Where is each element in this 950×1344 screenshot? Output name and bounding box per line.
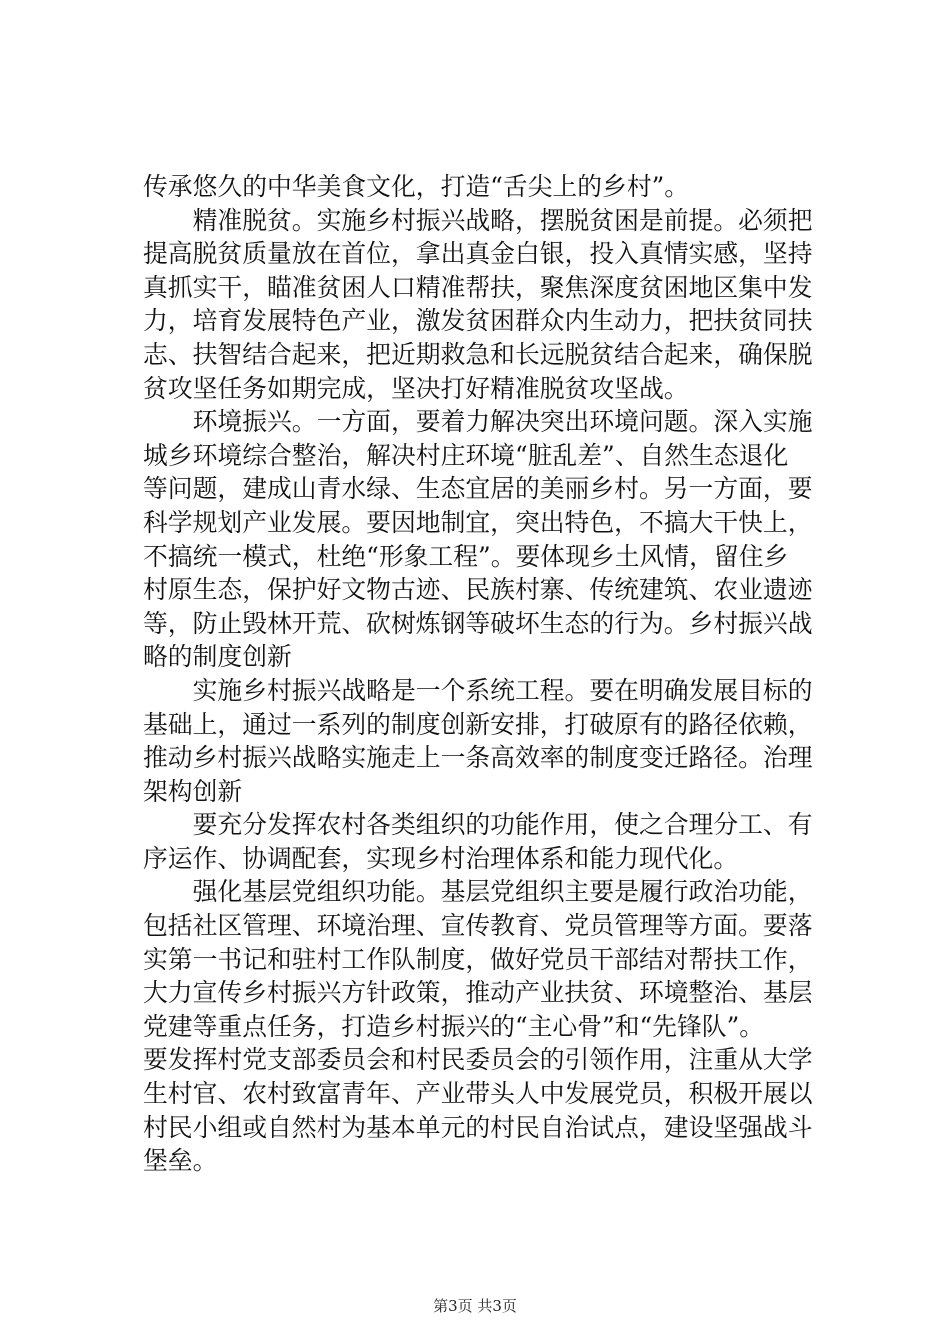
text-line: 环境振兴。一方面，要着力解决突出环境问题。深入实施 <box>143 407 813 437</box>
text-line: 等，防止毁林开荒、砍树炼钢等破坏生态的行为。乡村振兴战 <box>143 608 813 638</box>
text-line: 力，培育发展特色产业，激发贫困群众内生动力，把扶贫同扶 <box>143 306 813 336</box>
text-line: 序运作、协调配套，实现乡村治理体系和能力现代化。 <box>143 843 739 873</box>
text-line: 城乡环境综合整治，解决村庄环境“脏乱差”、自然生态退化 <box>143 440 789 470</box>
text-line: 科学规划产业发展。要因地制宜，突出特色，不搞大干快上， <box>143 507 813 537</box>
text-line: 实第一书记和驻村工作队制度，做好党员干部结对帮扶工作， <box>143 944 813 974</box>
text-line: 包括社区管理、环境治理、宣传教育、党员管理等方面。要落 <box>143 911 813 941</box>
text-line: 等问题，建成山青水绿、生态宜居的美丽乡村。另一方面，要 <box>143 474 813 504</box>
text-line: 志、扶智结合起来，把近期救急和长远脱贫结合起来，确保脱 <box>143 339 813 369</box>
text-line: 村原生态，保护好文物古迹、民族村寨、传统建筑、农业遗迹 <box>143 575 813 605</box>
text-line: 村民小组或自然村为基本单元的村民自治试点，建设坚强战斗 <box>143 1112 813 1142</box>
text-line: 不搞统一模式，杜绝“形象工程”。要体现乡土风情，留住乡 <box>143 541 789 571</box>
page-footer <box>0 1296 950 1316</box>
text-line: 提高脱贫质量放在首位，拿出真金白银，投入真情实感，坚持 <box>143 239 813 269</box>
text-line: 要发挥村党支部委员会和村民委员会的引领作用，注重从大学 <box>143 1045 813 1075</box>
text-line: 要充分发挥农村各类组织的功能作用，使之合理分工、有 <box>143 810 813 840</box>
text-line: 架构创新 <box>143 776 243 806</box>
text-line: 真抓实干，瞄准贫困人口精准帮扶，聚焦深度贫困地区集中发 <box>143 272 813 302</box>
text-line: 党建等重点任务，打造乡村振兴的“主心骨”和“先锋队”。 <box>143 1011 765 1041</box>
text-line: 贫攻坚任务如期完成，坚决打好精准脱贫攻坚战。 <box>143 373 689 403</box>
text-line: 生村官、农村致富青年、产业带头人中发展党员，积极开展以 <box>143 1079 813 1109</box>
text-line: 精准脱贫。实施乡村振兴战略，摆脱贫困是前提。必须把 <box>143 205 813 235</box>
text-line: 大力宣传乡村振兴方针政策，推动产业扶贫、环境整治、基层 <box>143 978 813 1008</box>
text-line: 传承悠久的中华美食文化，打造“舌尖上的乡村”。 <box>143 172 690 201</box>
page-number: 第3页 共3页 <box>433 1297 517 1315</box>
text-line: 略的制度创新 <box>143 642 292 672</box>
text-line: 实施乡村振兴战略是一个系统工程。要在明确发展目标的 <box>143 675 813 705</box>
body-text <box>143 170 813 1178</box>
text-line: 强化基层党组织功能。基层党组织主要是履行政治功能， <box>143 877 813 907</box>
text-line: 堡垒。 <box>143 1146 218 1176</box>
text-line: 推动乡村振兴战略实施走上一条高效率的制度变迁路径。治理 <box>143 743 813 773</box>
text-line: 基础上，通过一系列的制度创新安排，打破原有的路径依赖， <box>143 709 813 739</box>
